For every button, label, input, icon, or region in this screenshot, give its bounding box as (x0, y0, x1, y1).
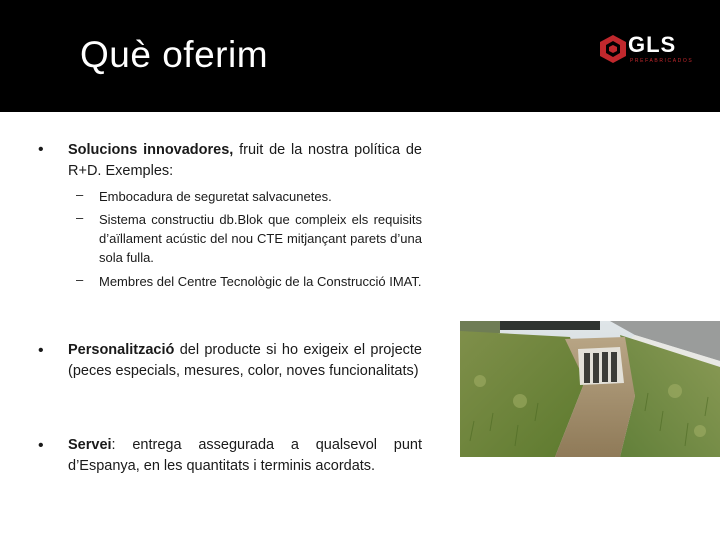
sub-item-imat: Membres del Centre Tecnològic de la Construcció IMAT. (99, 274, 422, 289)
page-title: Què oferim (80, 34, 269, 75)
bullet-text: del producte si ho exigeix el projecte (peces especials, mesures, color, noves funcionalitats) (68, 342, 422, 379)
bullet-bold: Solucions innovadores, (68, 142, 234, 158)
sub-marker: – (76, 187, 84, 202)
bullet-service (68, 435, 422, 477)
bullet-text: : entrega assegurada a qualsevol punt d’Espanya, en les quantitats i terminis acordats. (68, 437, 422, 474)
logo-tagline: PREFABRICADOS (630, 58, 694, 64)
bullet-bold: Personalització (68, 342, 175, 358)
logo-word: GLS (628, 32, 677, 57)
bullet-marker: • (38, 342, 44, 359)
bullet-personalization (68, 340, 422, 382)
bullet-bold: Servei (68, 437, 112, 453)
bullet-innovation (68, 140, 422, 182)
sub-item-embocadura: Embocadura de seguretat salvacunetes. (99, 189, 332, 204)
sub-marker: – (76, 210, 84, 225)
sub-marker: – (76, 272, 84, 287)
bullet-text: fruit de la nostra política de R+D. Exemples: (68, 142, 422, 179)
culvert-photo (460, 321, 720, 457)
bullet-marker: • (38, 437, 44, 454)
bullet-marker: • (38, 141, 44, 158)
culvert-image (460, 321, 720, 457)
sub-item-dbblok: Sistema constructiu db.Blok que compleix els requisits d’aïllament acústic del nou CTE mitjançant parets d’una sola fulla. (99, 212, 422, 265)
